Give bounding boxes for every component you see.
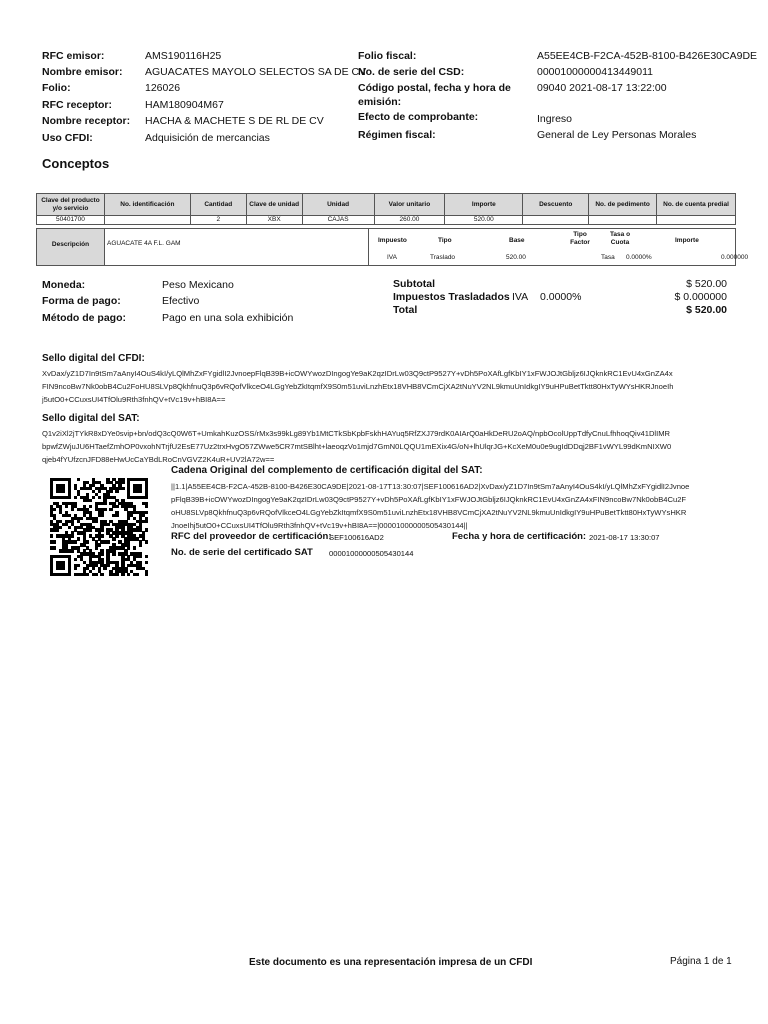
nombre-receptor-label: Nombre receptor:	[42, 115, 131, 127]
sello-sat-line-3: qjeb4fYUfzcnJFD88eHwUcCaYBdLRoCnVGVZ2K4uR+UV2lA72w==	[42, 455, 275, 464]
qr-module	[98, 543, 101, 546]
cell-valor-unitario: 260.00	[374, 216, 445, 225]
qr-module	[74, 496, 77, 499]
qr-module	[59, 526, 62, 529]
rfc-emisor-label: RFC emisor:	[42, 50, 105, 62]
qr-module	[145, 505, 148, 508]
sello-cfdi-line-2: FIN9ncoBw7Nk0obB4Cu2FoHU8SLVp8QkhfnuQ3p6vRQofVlkceO4LGgYebZkItqmfX9S0m51uviLnzhEtx18VHB8VCmCjXA2tNuYV2NL9kmuUnIdkgIY9uHPuBetTktt80HxTyWYsHKRJnoeIh	[42, 382, 674, 391]
cell-clave-producto: 50401700	[37, 216, 105, 225]
qr-module	[103, 502, 106, 505]
qr-module	[112, 537, 115, 540]
qr-module	[133, 546, 136, 549]
qr-module	[95, 520, 98, 523]
qr-module	[145, 511, 148, 514]
qr-module	[100, 552, 103, 555]
serie-csd-label: No. de serie del CSD:	[358, 66, 465, 78]
qr-module	[145, 561, 148, 564]
col-importe: Importe	[445, 194, 523, 216]
qr-module	[71, 534, 74, 537]
qr-module	[89, 505, 92, 508]
qr-module	[145, 555, 148, 558]
fecha-cert-value: 2021-08-17 13:30:07	[589, 533, 660, 542]
qr-module	[56, 528, 59, 531]
metodo-pago-label: Método de pago:	[42, 312, 126, 324]
qr-module	[95, 573, 98, 576]
tax-header-tipo-factor-line2: Factor	[570, 239, 590, 246]
qr-module	[100, 534, 103, 537]
qr-module	[68, 526, 71, 529]
nombre-emisor-label: Nombre emisor:	[42, 66, 123, 78]
conceptos-header-row	[37, 194, 736, 216]
qr-module	[103, 567, 106, 570]
fecha-cert-label: Fecha y hora de certificación:	[452, 531, 587, 542]
qr-code	[50, 478, 148, 576]
cell-no-identificacion	[104, 216, 190, 225]
tax-tipo-factor: Tasa	[601, 254, 615, 261]
qr-module	[109, 490, 112, 493]
impuestos-label: Impuestos Trasladados	[393, 291, 510, 303]
qr-module	[145, 528, 148, 531]
qr-module	[86, 540, 89, 543]
col-descuento: Descuento	[523, 194, 589, 216]
nombre-emisor-value: AGUACATES MAYOLO SELECTOS SA DE CV	[145, 66, 367, 78]
rfc-receptor-value: HAM180904M67	[145, 99, 224, 111]
tax-header-tipo: Tipo	[438, 237, 452, 244]
uso-cfdi-value: Adquisición de mercancias	[145, 132, 270, 144]
qr-module	[74, 567, 77, 570]
qr-module	[77, 537, 80, 540]
subtotal-value: $ 520.00	[686, 278, 727, 290]
folio-value: 126026	[145, 82, 181, 94]
qr-module	[68, 573, 71, 576]
forma-pago-label: Forma de pago:	[42, 295, 121, 307]
descripcion-value: AGUACATE 4A F.L. GAM	[107, 240, 181, 247]
efecto-value: Ingreso	[537, 113, 573, 125]
sello-cfdi-line-3: j5utO0+CCuxsUI4TfOlu9Rth3fnhQV+tVc19v+hBI8A==	[42, 395, 226, 404]
sello-cfdi-text	[42, 367, 742, 406]
cadena-line-4: JnoeIhj5utO0+CCuxsUI4TfOlu9Rth3fnhQV+tVc19v+hBI8A==|00001000000505430144||	[171, 521, 468, 530]
efecto-label: Efecto de comprobante:	[358, 111, 479, 123]
rfc-proveedor-value: SEF100616AD2	[329, 533, 384, 542]
qr-module	[53, 508, 56, 511]
col-clave-unidad: Clave de unidad	[246, 194, 302, 216]
qr-module	[127, 517, 130, 520]
descripcion-divider	[368, 229, 369, 265]
cell-descuento	[523, 216, 589, 225]
tax-header-tasa-cuota-line2: Cuota	[610, 239, 630, 246]
table-row	[37, 216, 736, 225]
qr-module	[103, 508, 106, 511]
cadena-text	[171, 480, 741, 532]
impuestos-tasa: 0.0000%	[540, 291, 582, 303]
qr-module	[77, 564, 80, 567]
impuestos-tipo: IVA	[512, 291, 529, 303]
tax-header-base: Base	[509, 237, 525, 244]
qr-module	[139, 555, 142, 558]
qr-module	[71, 508, 74, 511]
col-no-identificacion: No. identificación	[104, 194, 190, 216]
qr-module	[53, 540, 56, 543]
tax-header-impuesto: Impuesto	[378, 237, 407, 244]
cell-no-pedimento	[589, 216, 657, 225]
qr-module	[115, 514, 118, 517]
qr-module	[115, 534, 118, 537]
descripcion-label: Descripción	[37, 229, 105, 265]
qr-module	[77, 478, 80, 481]
qr-module	[106, 523, 109, 526]
folio-label: Folio:	[42, 82, 71, 94]
cp-fecha-value: 09040 2021-08-17 13:22:00	[537, 82, 667, 94]
qr-module	[86, 573, 89, 576]
tax-header-tasa-cuota-line1: Tasa o	[609, 231, 631, 238]
col-cantidad: Cantidad	[190, 194, 246, 216]
conceptos-table	[36, 193, 736, 225]
qr-module	[127, 573, 130, 576]
cadena-label: Cadena Original del complemento de certificación digital del SAT:	[171, 465, 483, 476]
qr-module	[95, 546, 98, 549]
conceptos-title: Conceptos	[42, 156, 110, 171]
qr-module	[115, 573, 118, 576]
qr-module	[139, 490, 142, 493]
serie-sat-label: No. de serie del certificado SAT	[171, 547, 313, 558]
tax-importe: 0.000000	[721, 254, 749, 261]
qr-module	[127, 546, 130, 549]
tax-tasa-cuota: 0.0000%	[626, 254, 652, 261]
col-no-pedimento: No. de pedimento	[589, 194, 657, 216]
qr-module	[145, 540, 148, 543]
tax-header-tipo-factor-line1: Tipo	[573, 231, 587, 238]
sello-cfdi-label: Sello digital del CFDI:	[42, 353, 145, 364]
moneda-label: Moneda:	[42, 279, 86, 291]
cp-fecha-label-line2: emisión:	[358, 96, 402, 108]
tax-impuesto: IVA	[387, 254, 397, 261]
qr-module	[92, 496, 95, 499]
cell-cuenta-predial	[657, 216, 736, 225]
cp-fecha-label-line1: Código postal, fecha y hora de	[358, 82, 511, 94]
folio-fiscal-value: A55EE4CB-F2CA-452B-8100-B426E30CA9DE	[537, 50, 758, 62]
total-label: Total	[393, 304, 418, 316]
footer-text: Este documento es una representación impresa de un CFDI	[249, 957, 533, 968]
subtotal-label: Subtotal	[393, 278, 435, 290]
folio-fiscal-label: Folio fiscal:	[358, 50, 417, 62]
metodo-pago-value: Pago en una sola exhibición	[162, 312, 294, 324]
qr-module	[100, 514, 103, 517]
serie-csd-value: 00001000000413449011	[537, 66, 654, 78]
sello-sat-line-2: bpwfZWjuJU6HTaefZmhOP0vxohNTrjfU2EsE77Uz2trxHvgO57ZWwe5CR7mtSBlht+laeoqzVo1mjd7GmN0LQQU1mEXix4G/oN+lhUlqrJG+KcXeM0u0e9ugIdDDqj2BF1vWYL99dKmNIXW0	[42, 442, 672, 451]
qr-module	[71, 549, 74, 552]
qr-module	[145, 520, 148, 523]
cell-clave-unidad: XBX	[246, 216, 302, 225]
rfc-receptor-label: RFC receptor:	[42, 99, 113, 111]
sello-sat-label: Sello digital del SAT:	[42, 413, 140, 424]
uso-cfdi-label: Uso CFDI:	[42, 132, 93, 144]
qr-module	[121, 487, 124, 490]
col-cuenta-predial: No. de cuenta predial	[657, 194, 736, 216]
qr-module	[98, 496, 101, 499]
tax-base: 520.00	[506, 254, 526, 261]
descripcion-box	[36, 228, 749, 266]
cell-unidad: CAJAS	[302, 216, 374, 225]
total-value: $ 520.00	[686, 304, 727, 316]
col-clave-producto: Clave del producto y/o servicio	[37, 194, 105, 216]
qr-module	[89, 528, 92, 531]
tax-tipo: Traslado	[430, 254, 456, 261]
col-unidad: Unidad	[302, 194, 374, 216]
tax-header-importe: Importe	[675, 237, 699, 244]
cadena-line-2: pFlqB39B+icOWYwozDIngogYe9aK2qzIDrLw03Q9ctP9527Y+vDh5PoXAfLgfKbIY1xFWJOJtGbljz6IJQknkRC1EvU4xGnZA4xFIN9ncoBw7Nk0obB4Cu2F	[171, 495, 687, 504]
qr-module	[145, 573, 148, 576]
regimen-label: Régimen fiscal:	[358, 129, 436, 141]
impuestos-value: $ 0.000000	[674, 291, 727, 303]
qr-module	[68, 496, 71, 499]
qr-module	[80, 517, 83, 520]
cadena-line-1: ||1.1|A55EE4CB-F2CA-452B-8100-B426E30CA9DE|2021-08-17T13:30:07|SEF100616AD2|XvDax/yZ1D7In9tSm7aAnyI4OuS4kI/yLQlMhZxFYgidlI2Jvnoe	[171, 482, 690, 491]
qr-module	[50, 534, 53, 537]
qr-module	[145, 496, 148, 499]
qr-module	[65, 505, 68, 508]
qr-module	[115, 505, 118, 508]
serie-sat-value: 00001000000505430144	[329, 549, 414, 558]
cadena-line-3: oHU8SLVp8QkhfnuQ3p6vRQofVlkceO4LGgYebZkItqmfX9S0m51uviLnzhEtx18VHB8VCmCjXA2tNuYV2NL9kmuUnIdkgIY9uHPuBetTktt80HxTyWYsHKR	[171, 508, 687, 517]
tax-header-tasa-cuota	[603, 231, 637, 247]
qr-module	[106, 540, 109, 543]
qr-module	[121, 481, 124, 484]
col-valor-unitario: Valor unitario	[374, 194, 445, 216]
tax-header-tipo-factor	[565, 231, 595, 247]
qr-module	[62, 567, 65, 570]
qr-module	[109, 508, 112, 511]
moneda-value: Peso Mexicano	[162, 279, 234, 291]
qr-module	[98, 490, 101, 493]
qr-module	[89, 499, 92, 502]
qr-module	[92, 567, 95, 570]
qr-module	[115, 490, 118, 493]
qr-module	[62, 490, 65, 493]
qr-module	[136, 573, 139, 576]
sello-sat-text	[42, 427, 742, 466]
qr-module	[106, 564, 109, 567]
sello-cfdi-line-1: XvDax/yZ1D7In9tSm7aAnyI4OuS4kI/yLQlMhZxFYgidlI2JvnoepFlqB39B+icOWYwozDIngogYe9aK2qzIDrLw03Q9ctP9527Y+vDh5PoXAfLgfKbIY1xFWJOJtGbljz6IJQknkRC1EvU4xGnZA4x	[42, 369, 673, 378]
nombre-receptor-value: HACHA & MACHETE S DE RL DE CV	[145, 115, 324, 127]
cell-importe: 520.00	[445, 216, 523, 225]
qr-module	[100, 528, 103, 531]
page-number: Página 1 de 1	[670, 956, 732, 967]
qr-module	[74, 540, 77, 543]
qr-module	[74, 558, 77, 561]
qr-module	[53, 546, 56, 549]
rfc-emisor-value: AMS190116H25	[145, 50, 222, 62]
rfc-proveedor-label: RFC del proveedor de certificación:	[171, 531, 332, 542]
cell-cantidad: 2	[190, 216, 246, 225]
sello-sat-line-1: Q1v2iXl2jTYkR8xDYe0svip+bn/odQ3cQ0W6T+UmkahKuzOSS/rMx3s99kLg89Yb1MtCTkSbKpbFskhHAYuq5RfZXJ79rdK0AIArQ0aHkDeRU2oAQ/npbOcolUppTdfyCnuLfhhoqQiv41DlIMR	[42, 429, 671, 438]
forma-pago-value: Efectivo	[162, 295, 200, 307]
qr-module	[112, 552, 115, 555]
qr-module	[121, 573, 124, 576]
qr-module	[139, 543, 142, 546]
qr-module	[100, 573, 103, 576]
regimen-value: General de Ley Personas Morales	[537, 129, 697, 141]
